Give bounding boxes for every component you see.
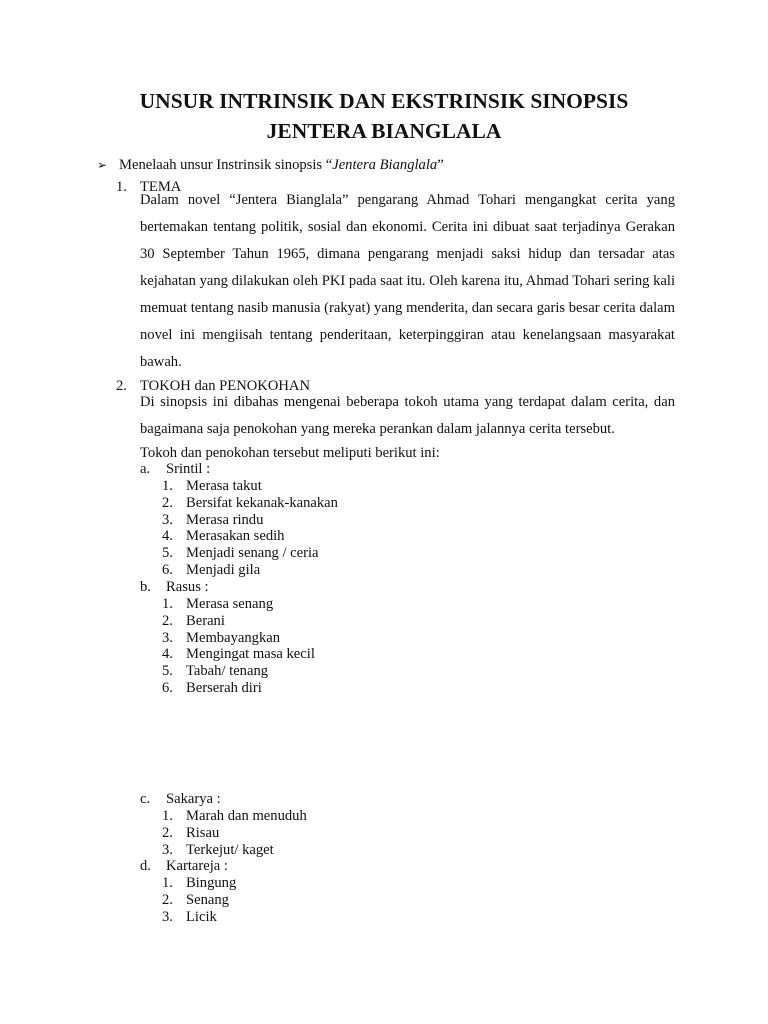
list-item: 2. Senang xyxy=(162,891,229,908)
title-line-1: UNSUR INTRINSIK DAN EKSTRINSIK SINOPSIS xyxy=(139,89,629,113)
arrow-bullet-icon: ➢ xyxy=(97,158,108,172)
list-item: 6. Menjadi gila xyxy=(162,561,261,578)
trait-list-sakarya xyxy=(162,808,307,858)
tema-paragraph: Dalam novel “Jentera Bianglala” pengarang Ahmad Tohari mengangkat cerita yang bertemakan tentang politik, sosial dan ekonomi. Cerita ini dibuat saat terjadinya Gerakan 30 September Tahun 1965, dimana pengarang menjadi saksi hidup dan tersadar atas kejahatan yang dilakukan oleh PKI pada saat itu. Oleh karena itu, Ahmad Tohari sering kali memuat tentang nasib manusia (rakyat) yang menderita, dan secara garis besar cerita dalam novel ini mengiisah tentang penderitaan, keterpinggiran atau kenelangsaan masyarakat bawah. xyxy=(140,192,675,370)
list-item: 6. Berserah diri xyxy=(162,679,262,696)
list-item: 3. Merasa rindu xyxy=(162,511,264,528)
list-item: 3. Licik xyxy=(162,908,217,925)
character-heading-sakarya xyxy=(140,791,221,808)
list-item: 3. Terkejut/ kaget xyxy=(162,841,274,858)
tokoh-intro: Tokoh dan penokohan tersebut meliputi berikut ini: xyxy=(140,445,440,461)
list-item: 2. Risau xyxy=(162,824,220,841)
list-item: 1. Merasa senang xyxy=(162,596,274,612)
character-letter: d. xyxy=(140,858,151,874)
trait-list-rasus xyxy=(162,596,315,697)
document-title xyxy=(0,86,768,146)
section-number: 1. xyxy=(116,179,127,195)
character-name: Rasus : xyxy=(166,579,209,595)
bullet-text-after: ” xyxy=(437,157,444,173)
list-item: 4. Mengingat masa kecil xyxy=(162,646,315,663)
bullet-text-before: Menelaah unsur Instrinsik sinopsis “ xyxy=(119,157,333,173)
character-letter: a. xyxy=(140,461,151,477)
character-name: Kartareja : xyxy=(166,858,228,874)
section-title: TOKOH dan PENOKOHAN xyxy=(140,378,310,394)
list-item: 4. Merasakan sedih xyxy=(162,528,285,545)
bullet-text-italic: Jentera Bianglala xyxy=(332,157,438,173)
trait-list-srintil xyxy=(162,478,338,579)
title-line-2: JENTERA BIANGLALA xyxy=(266,119,502,143)
list-item: 3. Membayangkan xyxy=(162,629,281,646)
list-item: 1. Bingung xyxy=(162,875,237,891)
list-item: 1. Marah dan menuduh xyxy=(162,808,307,824)
character-heading-srintil xyxy=(140,461,210,478)
list-item: 2. Bersifat kekanak-kanakan xyxy=(162,494,338,511)
trait-list-kartareja xyxy=(162,875,236,925)
list-item: 5. Menjadi senang / ceria xyxy=(162,545,319,562)
list-item: 1. Merasa takut xyxy=(162,478,262,494)
character-letter: c. xyxy=(140,791,151,807)
list-item: 5. Tabah/ tenang xyxy=(162,663,269,680)
character-heading-rasus xyxy=(140,579,209,596)
character-heading-kartareja xyxy=(140,858,228,875)
section-number: 2. xyxy=(116,378,127,394)
character-name: Sakarya : xyxy=(166,791,221,807)
bullet-heading xyxy=(97,155,444,175)
character-letter: b. xyxy=(140,579,151,595)
tokoh-paragraph: Di sinopsis ini dibahas mengenai beberapa tokoh utama yang terdapat dalam cerita, dan bagaimana saja penokohan yang mereka perankan dalam jalannya cerita tersebut. xyxy=(140,394,675,437)
section-title: TEMA xyxy=(140,179,182,195)
character-name: Srintil : xyxy=(166,461,211,477)
list-item: 2. Berani xyxy=(162,612,225,629)
